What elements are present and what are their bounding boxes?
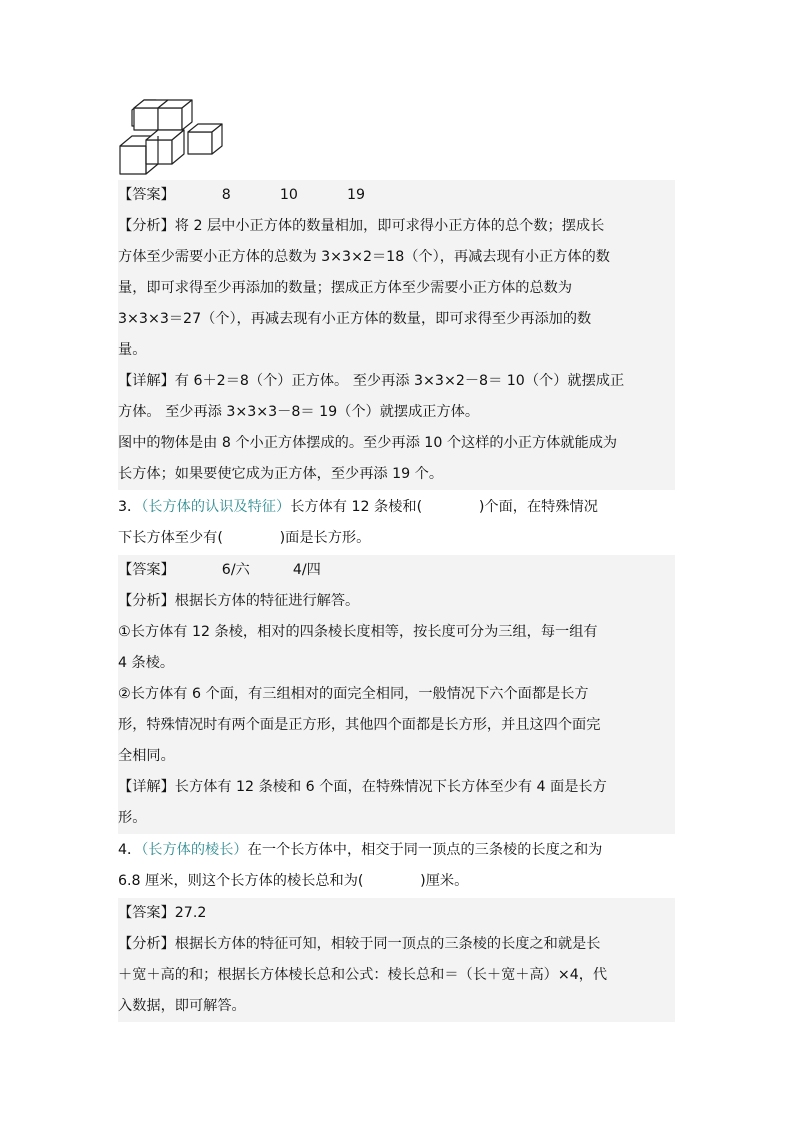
q4-solution-block bbox=[118, 898, 675, 1022]
analysis-text-line: 4 条棱。 bbox=[118, 655, 175, 671]
q3-question bbox=[118, 492, 675, 554]
analysis-tag: 【分析】 bbox=[118, 218, 175, 234]
analysis-text-line: 形，特殊情况时有两个面是正方形，其他四个面都是长方形，并且这四个面完 bbox=[118, 717, 601, 733]
q2-answer-line bbox=[118, 180, 675, 211]
question-text: 在一个长方体中，相交于同一顶点的三条棱的长度之和为 bbox=[247, 842, 603, 858]
detail-text-line: 形。 bbox=[118, 810, 147, 826]
detail-text-line: 方体。 至少再添 3×3×3－8＝ 19（个）就摆成正方体。 bbox=[118, 404, 480, 420]
q3-analysis-line bbox=[118, 586, 675, 617]
q4-question bbox=[118, 835, 675, 897]
analysis-text-line: 全相同。 bbox=[118, 748, 175, 764]
analysis-text: 根据长方体的特征可知，相较于同一顶点的三条棱的长度之和就是长 bbox=[174, 936, 601, 952]
analysis-text-line: ②长方体有 6 个面，有三组相对的面完全相同，一般情况下六个面都是长方 bbox=[118, 686, 589, 702]
analysis-text-line: 方体至少需要小正方体的总数为 3×3×2＝18（个），再减去现有小正方体的数 bbox=[118, 249, 610, 265]
answer-tag: 【答案】 bbox=[118, 187, 175, 203]
q2-solution-block bbox=[118, 180, 675, 490]
q4-answer-line bbox=[118, 898, 675, 929]
question-text-line: 6.8 厘米，则这个长方体的棱长总和为( )厘米。 bbox=[118, 873, 469, 889]
question-number: 4． bbox=[118, 842, 142, 858]
answer-value: 6/六 bbox=[221, 562, 250, 578]
answer-value: 10 bbox=[279, 187, 298, 203]
detail-tag: 【详解】 bbox=[118, 373, 175, 389]
q2-detail-line bbox=[118, 366, 675, 397]
analysis-tag: 【分析】 bbox=[118, 593, 175, 609]
analysis-text-line: 3×3×3＝27（个），再减去现有小正方体的数量，即可求得至少再添加的数 bbox=[118, 311, 592, 327]
detail-text: 长方体有 12 条棱和 6 个面，在特殊情况下长方体至少有 4 面是长方 bbox=[174, 779, 607, 795]
analysis-text: 将 2 层中小正方体的数量相加，即可求得小正方体的总个数；摆成长 bbox=[174, 218, 605, 234]
detail-text-line: 图中的物体是由 8 个小正方体摆成的。至少再添 10 个这样的小正方体就能成为 bbox=[118, 435, 618, 451]
analysis-text-line: 入数据，即可解答。 bbox=[118, 998, 246, 1014]
q3-answer-line bbox=[118, 555, 675, 586]
detail-text-line: 长方体；如果要使它成为正方体，至少再添 19 个。 bbox=[118, 466, 444, 482]
answer-value: 27.2 bbox=[174, 905, 207, 921]
q2-analysis-line bbox=[118, 211, 675, 242]
analysis-tag: 【分析】 bbox=[118, 936, 175, 952]
detail-tag: 【详解】 bbox=[118, 779, 175, 795]
answer-value: 19 bbox=[346, 187, 366, 203]
detail-text: 有 6＋2＝8（个）正方体。 至少再添 3×3×2－8＝ 10（个）就摆成正 bbox=[174, 373, 625, 389]
q4-analysis-line bbox=[118, 929, 675, 960]
question-text-line: 下长方体至少有( )面是长方形。 bbox=[118, 530, 371, 546]
analysis-text-line: 量，即可求得至少再添加的数量；摆成正方体至少需要小正方体的总数为 bbox=[118, 280, 573, 296]
q3-detail-line bbox=[118, 772, 675, 803]
question-number: 3． bbox=[118, 499, 142, 515]
question-topic: （长方体的棱长） bbox=[141, 842, 248, 858]
question-text: 长方体有 12 条棱和( )个面，在特殊情况 bbox=[290, 499, 598, 515]
analysis-text-line: ①长方体有 12 条棱，相对的四条棱长度相等，按长度可分为三组，每一组有 bbox=[118, 624, 598, 640]
answer-tag: 【答案】 bbox=[118, 905, 175, 921]
answer-value: 4/四 bbox=[292, 562, 321, 578]
answer-value: 8 bbox=[221, 187, 231, 203]
analysis-text-line: ＋宽＋高的和；根据长方体棱长总和公式：棱长总和＝（长＋宽＋高）×4，代 bbox=[118, 967, 608, 983]
answer-tag: 【答案】 bbox=[118, 562, 175, 578]
analysis-text-line: 量。 bbox=[118, 342, 147, 358]
analysis-text: 根据长方体的特征进行解答。 bbox=[174, 593, 360, 609]
cube-stack-figure bbox=[118, 96, 224, 178]
q3-solution-block bbox=[118, 555, 675, 834]
question-topic: （长方体的认识及特征） bbox=[141, 499, 291, 515]
